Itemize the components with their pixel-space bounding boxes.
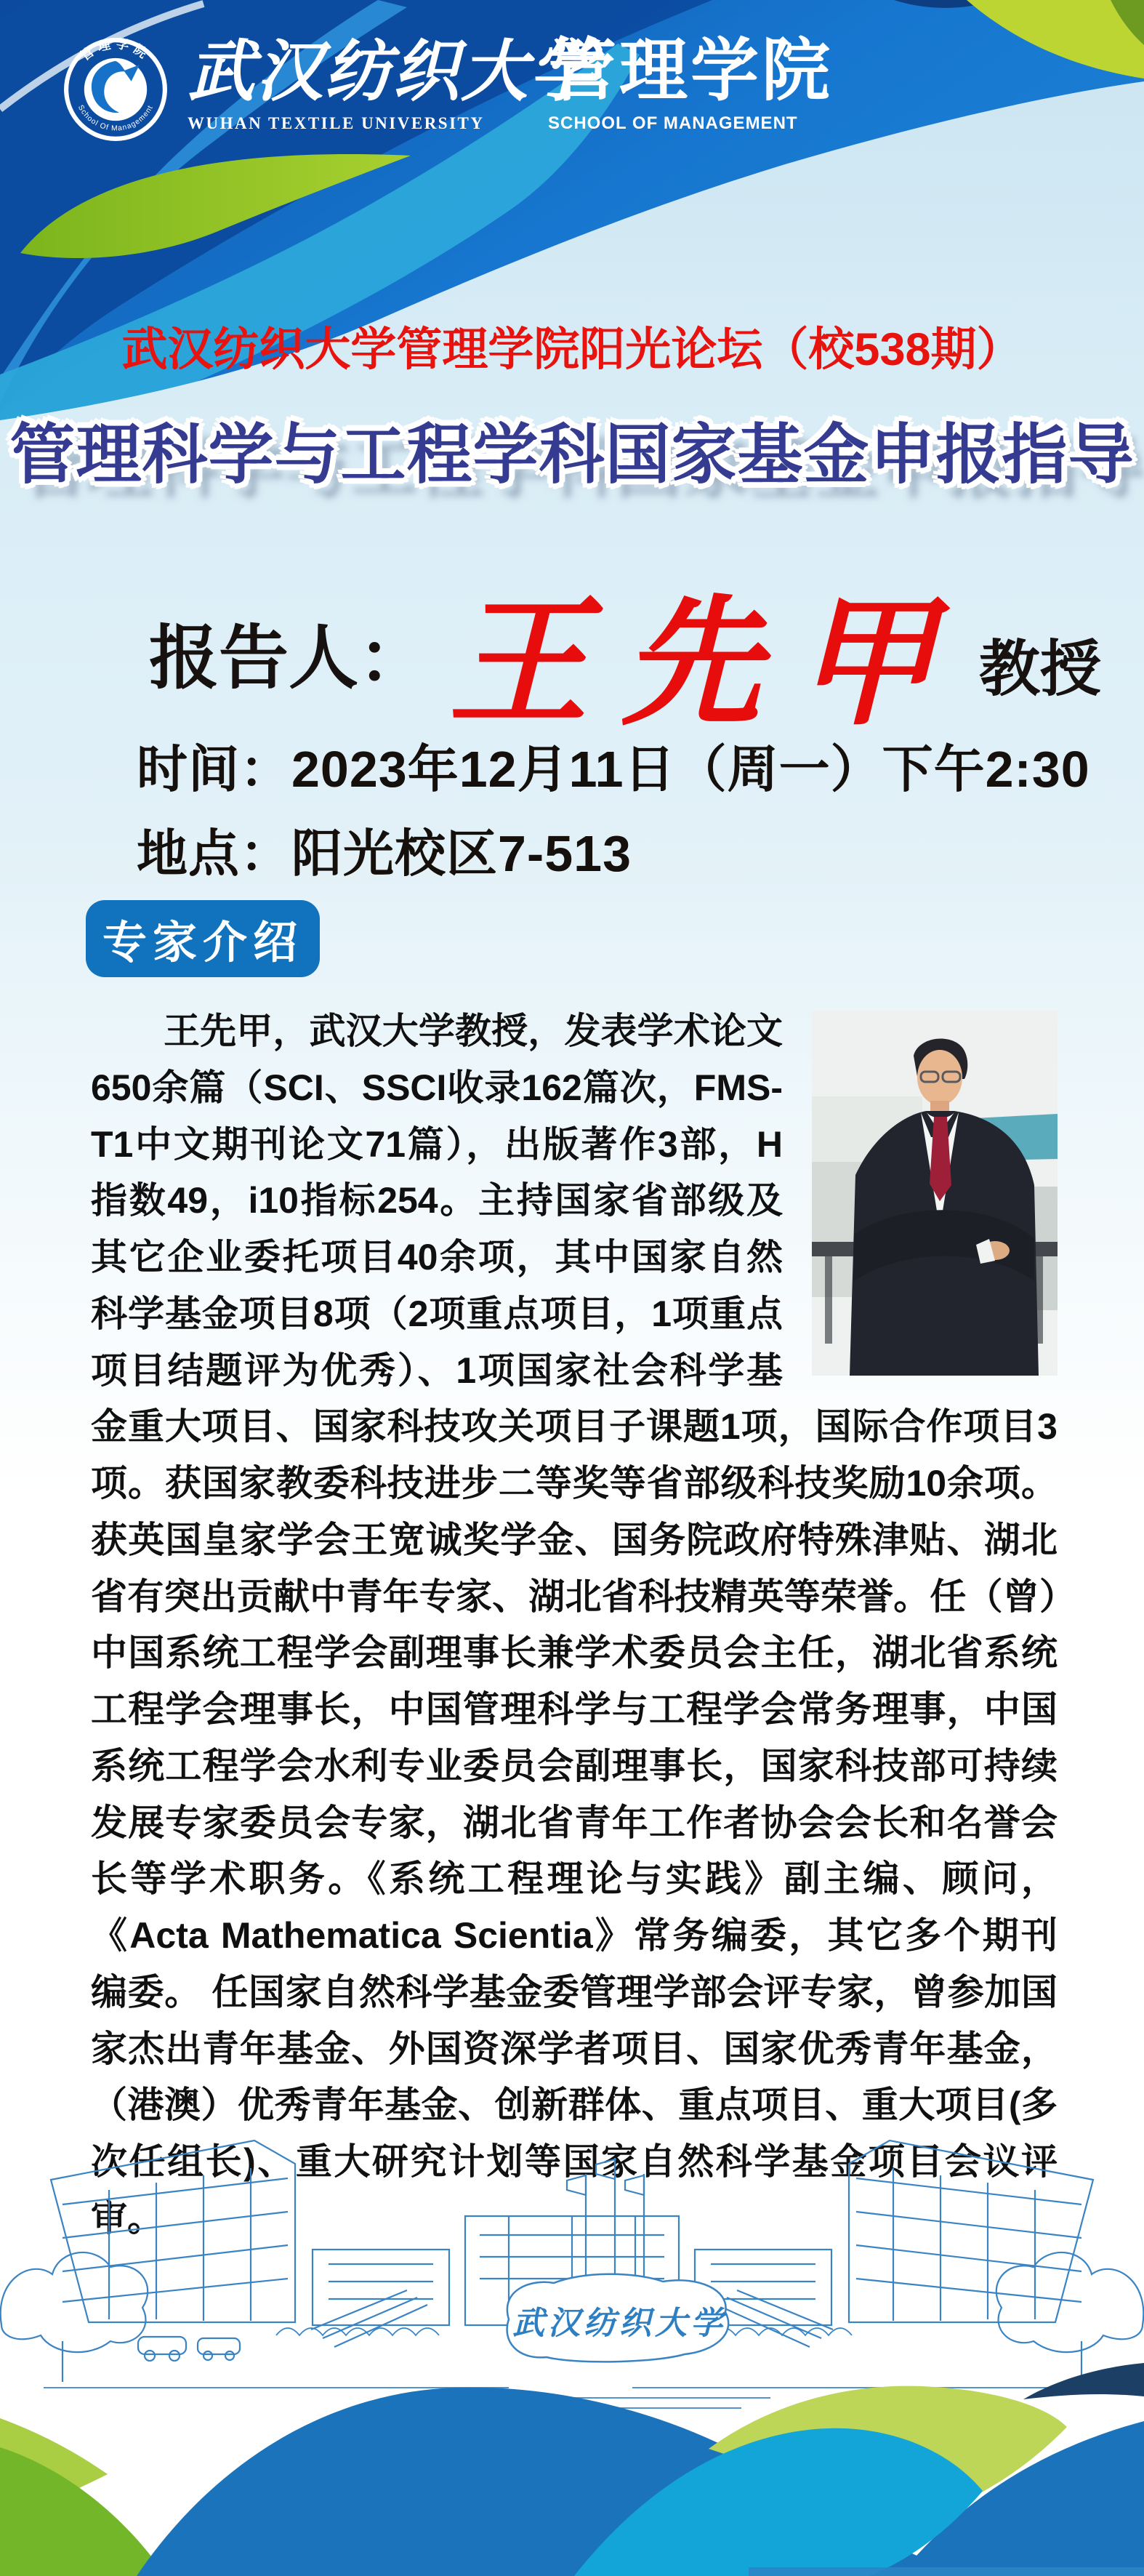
university-name-block bbox=[188, 32, 598, 133]
wave-bottom-strip bbox=[749, 2567, 1144, 2576]
speaker-label: 报告人： bbox=[149, 619, 428, 697]
speaker-row bbox=[149, 538, 1102, 745]
place-value: 阳光校区7-513 bbox=[291, 825, 632, 882]
time-value: 2023年12月11日（周一）下午2:30 bbox=[291, 741, 1090, 798]
time-label: 时间： bbox=[137, 741, 291, 798]
lecture-title: 管理科学与工程学科国家基金申报指导 bbox=[9, 419, 1135, 491]
footer-waves bbox=[0, 2363, 1144, 2576]
stone-calligraphy-text: 武汉纺织大学 bbox=[512, 2305, 726, 2342]
school-name-en: SCHOOL OF MANAGEMENT bbox=[548, 113, 798, 133]
photo-railing-post bbox=[825, 1256, 832, 1344]
expert-bio-section bbox=[91, 1003, 1058, 2247]
forum-series-title: 武汉纺织大学管理学院阳光论坛（校538期） bbox=[121, 324, 1023, 375]
brand-row bbox=[63, 32, 834, 143]
expert-intro-button: 专家介绍 bbox=[86, 900, 320, 977]
school-logo bbox=[63, 36, 169, 143]
university-name-cn: 武汉纺织大学 bbox=[188, 32, 598, 111]
photo-face bbox=[917, 1050, 962, 1105]
speaker-name: 王先甲 bbox=[448, 581, 967, 745]
place-line bbox=[137, 813, 632, 886]
wave-navy-wedge bbox=[1023, 2363, 1144, 2399]
school-name-cn: 管理学院 bbox=[548, 32, 834, 108]
logo-ring-text-bottom: School Of Management bbox=[76, 103, 156, 133]
expert-bio-text: 王先甲，武汉大学教授，发表学术论文650余篇（SCI、SSCI收录162篇次，FMS-T1中文期刊论文71篇），出版著作3部，H指数49，i10指标254。主持国家省部级及其它企业委托项目40余项，其中国家自然科学基金项目8项（2项重点项目，1项重点项目结题评为优秀）、1项国家社会科学基金重大项目、国家科技攻关项目子课题1项，国际合作项目3项。获国家教委科技进步二等奖等省部级科技奖励10余项。获英国皇家学会王宽诚奖学金、国务院政府特殊津贴、湖北省有突出贡献中青年专家、湖北省科技精英等荣誉。任（曾）中国系统工程学会副理事长兼学术委员会主任，湖北省系统工程学会理事长，中国管理科学与工程学会常务理事，中国系统工程学会水利专业委员会副理事长，国家科技部可持续发展专家委员会专家，湖北省青年工作者协会会长和名誉会长等学术职务。《系统工程理论与实践》副主编、顾问，《Acta Mathematica Scientia》常务编委，其它多个期刊编委。 任国家自然科学基金委管理学部会评专家，曾参加国家杰出青年基金、外国资深学者项目、国家优秀青年基金，（港澳）优秀青年基金、创新群体、重点项目、重大项目(多次任组长)、重大研究计划等国家自然科学基金项目会议评审。 bbox=[91, 1011, 1058, 2239]
university-name-en: WUHAN TEXTILE UNIVERSITY bbox=[188, 113, 485, 132]
campus-line-art bbox=[1, 2140, 1144, 2408]
school-name-block bbox=[548, 32, 834, 134]
logo-ring-text-top: 管理学院 bbox=[77, 36, 154, 64]
speaker-title-suffix: 教授 bbox=[979, 635, 1102, 703]
place-label: 地点： bbox=[137, 825, 291, 882]
time-line bbox=[137, 729, 1090, 802]
speaker-photo bbox=[812, 1011, 1058, 1376]
campus-illustration bbox=[0, 2107, 1144, 2576]
